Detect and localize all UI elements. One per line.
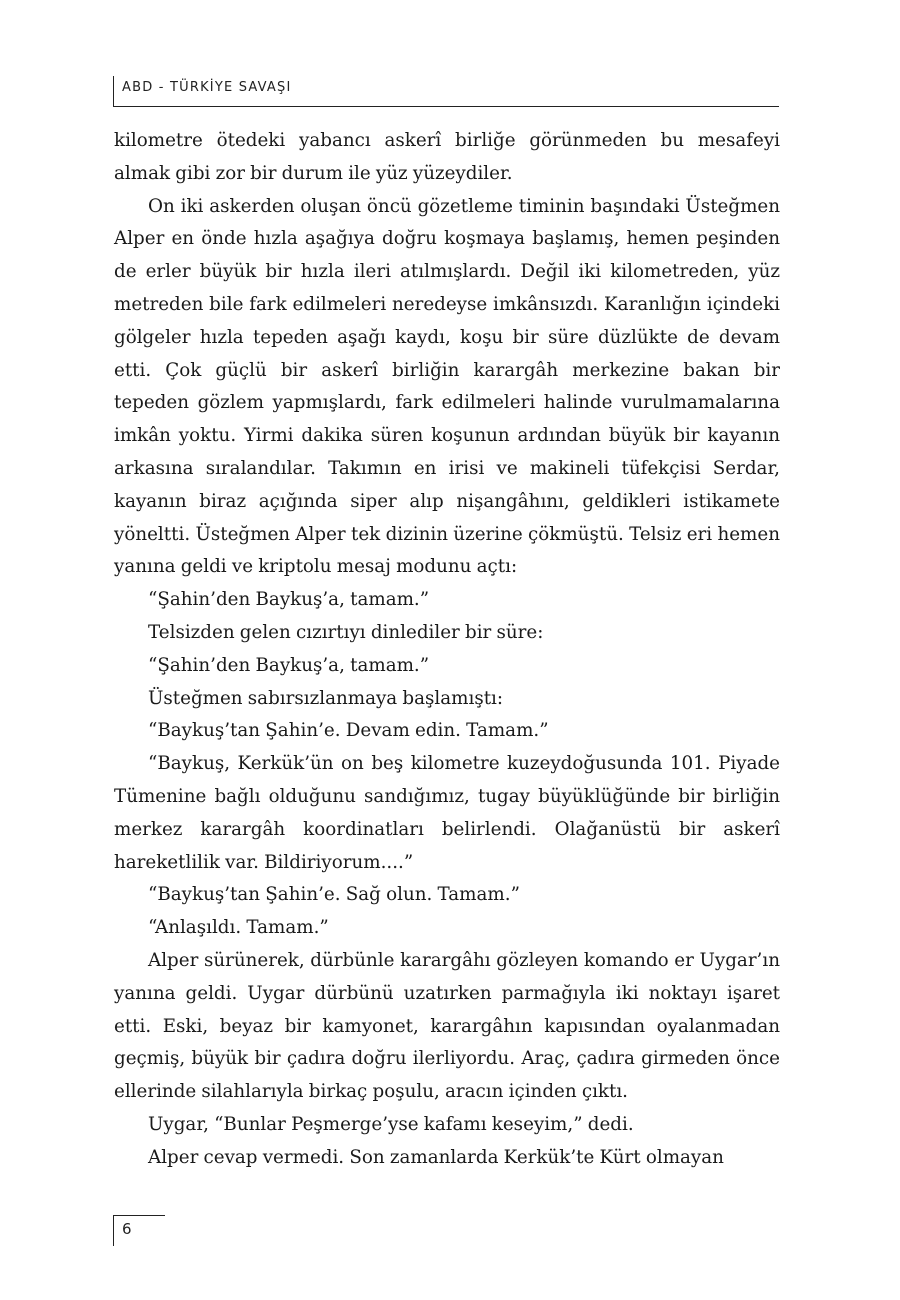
- paragraph: Alper cevap vermedi. Son zamanlarda Kerkük’te Kürt olmayan: [148, 1146, 724, 1168]
- paragraph: kilometre ötedeki yabancı askerî birliğe görünmeden bu mesafeyi almak gibi zor bir durum ile yüz yüzeydiler.: [114, 130, 780, 184]
- paragraph: “Anlaşıldı. Tamam.”: [148, 917, 329, 939]
- paragraph: “Şahin’den Baykuş’a, tamam.”: [148, 589, 430, 611]
- running-header: [113, 76, 779, 107]
- paragraph: Uygar, “Bunlar Peşmerge’yse kafamı keseyim,” dedi.: [148, 1113, 634, 1135]
- paragraph: Alper sürünerek, dürbünle karargâhı gözleyen komando er Uygar’ın yanına geldi. Uygar dürbünü uzatırken parmağıyla iki noktayı işaret etti. Eski, beyaz bir kamyonet, karargâhın kapısından oyalanmadan geçmiş, büyük bir çadıra doğru ilerliyordu. Araç, çadıra girmeden önce ellerinde silahlarıyla birkaç poşulu, aracın içinden çıktı.: [114, 949, 780, 1103]
- paragraph: “Şahin’den Baykuş’a, tamam.”: [148, 654, 430, 676]
- paragraph: “Baykuş’tan Şahin’e. Devam edin. Tamam.”: [148, 720, 549, 742]
- paragraph: Üsteğmen sabırsızlanmaya başlamıştı:: [148, 687, 504, 709]
- running-header-title: ABD - TÜRKİYE SAVAŞI: [122, 80, 292, 95]
- paragraph: “Baykuş, Kerkük’ün on beş kilometre kuzeydoğusunda 101. Piyade Tümenine bağlı olduğunu sandığımız, tugay büyüklüğünde bir birliğin merkez karargâh koordinatları belirlendi. Olağanüstü bir askerî hareketlilik var. Bildiriyorum....”: [114, 753, 780, 873]
- paragraph: On iki askerden oluşan öncü gözetleme timinin başındaki Üsteğmen Alper en önde hızla aşağıya doğru koşmaya başlamış, hemen peşinden de erler büyük bir hızla ileri atılmışlardı. Değil iki kilometreden, yüz metreden bile fark edilmeleri neredeyse imkânsızdı. Karanlığın içindeki gölgeler hızla tepeden aşağı kaydı, koşu bir süre düzlükte de devam etti. Çok güçlü bir askerî birliğin karargâh merkezine bakan bir tepeden gözlem yapmışlardı, fark edilmeleri halinde vurulmamalarına imkân yoktu. Yirmi dakika süren koşunun ardından büyük bir kayanın arkasına sıralandılar. Takımın en irisi ve makineli tüfekçisi Serdar, kayanın biraz açığında siper alıp nişangâhını, geldikleri istikamete yöneltti. Üsteğmen Alper tek dizinin üzerine çökmüştü. Telsiz eri hemen yanına geldi ve kriptolu mesaj modunu açtı:: [114, 195, 780, 578]
- paragraph: Telsizden gelen cızırtıyı dinlediler bir süre:: [148, 621, 544, 643]
- body-text: [114, 125, 780, 1175]
- paragraph: “Baykuş’tan Şahin’e. Sağ olun. Tamam.”: [148, 884, 520, 906]
- page-footer: [113, 1215, 165, 1246]
- page-number: 6: [122, 1220, 132, 1238]
